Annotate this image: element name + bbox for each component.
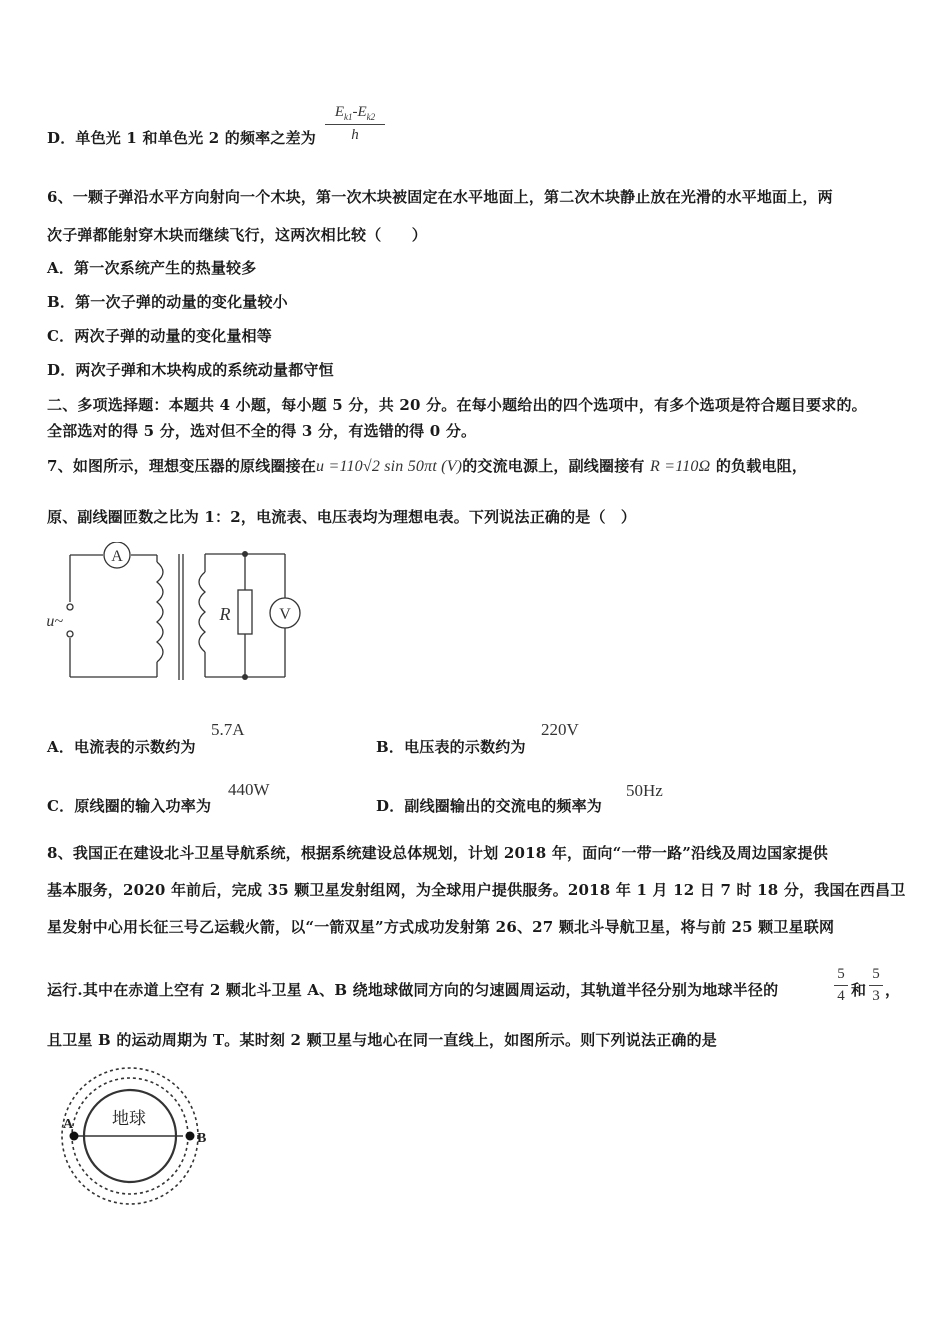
q7-resistance-expression: R =110Ω <box>650 458 711 475</box>
junction-dot-top <box>242 551 248 557</box>
q5-formula-numerator: $E_{k1}-E_{k2}$ <box>334 104 376 122</box>
q7-option-d: D．副线圈输出的交流电的频率为 <box>376 797 603 815</box>
q8-stem-line2: 基本服务，2020 年前后，完成 35 颗卫星发射组网，为全球用户提供服务。2018 年 1 月 12 日 7 时 18 分，我国在西昌卫 <box>47 881 906 899</box>
q8-stem-line3: 星发射中心用长征三号乙运载火箭，以“一箭双星”方式成功发射第 26、27 颗北斗导航卫星，将与前 25 颗卫星联网 <box>47 918 835 936</box>
q5-option-d <box>47 127 316 148</box>
primary-coil <box>157 562 163 662</box>
q8-stem-line4-pre: 运行.其中在赤道上空有 2 颗北斗卫星 A、B 绕地球做同方向的匀速圆周运动，其轨道半径分别为地球半径的 <box>47 981 779 999</box>
resistor-symbol <box>238 590 252 634</box>
ammeter-label: A <box>111 548 123 565</box>
q8-fraction-2: 5 3 <box>869 966 883 1005</box>
satellite-a-label: A <box>63 1117 74 1132</box>
q7-stem-mid: 的交流电源上，副线圈接有 <box>462 457 645 475</box>
section2-heading-line2: 全部选对的得 5 分，选对但不全的得 3 分，有选错的得 0 分。 <box>47 422 477 440</box>
q7-option-c: C．原线圈的输入功率为 <box>47 797 212 815</box>
q7-option-b-value: 220V <box>541 720 579 739</box>
source-label: u~ <box>46 613 63 630</box>
q8-stem-line5: 且卫星 B 的运动周期为 T。某时刻 2 颗卫星与地心在同一直线上，如图所示。则下列说法正确的是 <box>47 1031 717 1049</box>
q8-fraction-1: 5 4 <box>834 966 848 1005</box>
satellite-a-dot <box>70 1132 79 1141</box>
q6-stem-line2: 次子弹都能射穿木块而继续飞行，这两次相比较（ ） <box>47 226 428 244</box>
q5-option-d-text: D．单色光 1 和单色光 2 的频率之差为 <box>47 129 316 147</box>
q7-stem-post: 的负载电阻， <box>715 457 808 475</box>
q7-voltage-expression: u =110√2 sin 50πt (V) <box>316 458 463 475</box>
q8-and: 和 <box>851 981 867 999</box>
section2-heading-line1: 二、多项选择题：本题共 4 小题，每小题 5 分，共 20 分。在每小题给出的四个选项中，有多个选项是符合题目要求的。 <box>47 396 867 414</box>
q7-circuit-diagram <box>45 542 305 682</box>
q6-option-a: A．第一次系统产生的热量较多 <box>47 259 257 277</box>
q5-formula-denominator: h <box>351 127 359 143</box>
q8-orbit-diagram <box>45 1062 225 1212</box>
voltmeter-label: V <box>279 606 291 623</box>
q7-option-b: B．电压表的示数约为 <box>376 738 526 756</box>
q7-option-a-value: 5.7A <box>211 720 245 739</box>
satellite-b-label: B <box>197 1131 207 1146</box>
q7-option-a: A．电流表的示数约为 <box>47 738 196 756</box>
q6-option-d: D．两次子弹和木块构成的系统动量都守恒 <box>47 361 334 379</box>
q7-stem-pre: 7、如图所示，理想变压器的原线圈接在 <box>47 457 317 475</box>
q8-stem-line4 <box>47 979 778 1000</box>
q8-stem-line4-post: ， <box>885 981 901 999</box>
q8-stem-line1: 8、我国正在建设北斗卫星导航系统，根据系统建设总体规划，计划 2018 年，面向“一带一路”沿线及周边国家提供 <box>47 844 828 862</box>
secondary-coil <box>199 572 205 652</box>
q7-stem-line1 <box>47 455 807 476</box>
q5-formula <box>325 104 385 144</box>
q7-option-d-value: 50Hz <box>626 781 663 800</box>
resistor-label: R <box>219 604 231 624</box>
q7-stem-line2: 原、副线圈匝数之比为 1：2，电流表、电压表均为理想电表。下列说法正确的是（ ） <box>47 508 637 526</box>
satellite-b-dot <box>186 1132 195 1141</box>
q6-option-b: B．第一次子弹的动量的变化量较小 <box>47 293 288 311</box>
earth-label: 地球 <box>112 1109 146 1128</box>
q6-stem-line1: 6、一颗子弹沿水平方向射向一个木块，第一次木块被固定在水平地面上，第二次木块静止放在光滑的水平地面上，两 <box>47 188 833 206</box>
q6-option-c: C．两次子弹的动量的变化量相等 <box>47 327 272 345</box>
q7-option-c-value: 440W <box>228 780 270 799</box>
junction-dot-bottom <box>242 674 248 680</box>
